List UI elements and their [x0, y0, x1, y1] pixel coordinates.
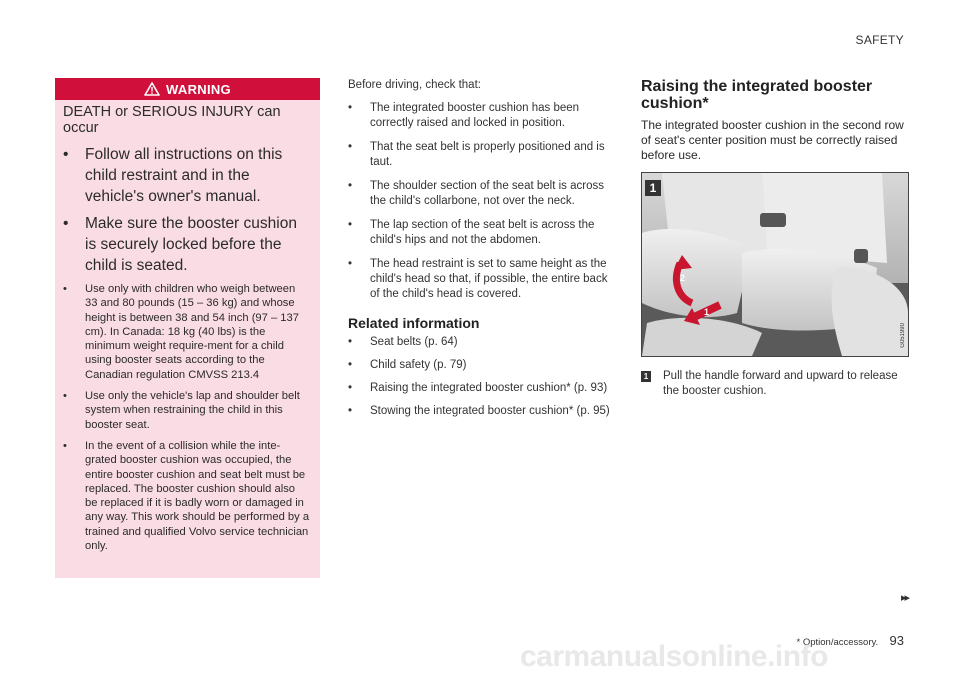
warning-title: WARNING: [166, 81, 231, 97]
check-intro: Before driving, check that:: [348, 79, 481, 91]
figure-caption: [641, 369, 911, 399]
warning-box: [55, 78, 320, 578]
related-link[interactable]: • Child safety (p. 79): [348, 359, 467, 371]
option-note: * Option/accessory.: [796, 637, 879, 648]
check-item: • The integrated booster cushion has been correctly raised and locked in position.: [348, 102, 580, 129]
next-page-arrows-icon[interactable]: ▸▸: [900, 592, 908, 604]
arrow-label-2: 2: [680, 273, 686, 283]
warning-title-bar: [55, 78, 320, 100]
related-link[interactable]: • Stowing the integrated booster cushion* (p. 95): [348, 405, 610, 417]
check-item: • The lap section of the seat belt is across the child's hips and not the abdomen.: [348, 219, 595, 246]
caption-number: 1: [641, 371, 651, 382]
warning-minor-item: • In the event of a collision while the inte-grated booster cushion was occupied, the entire booster cushion and seat belt must be replaced. The booster cushion should also be replaced if it is badly worn or damaged in any way. This work should be performed by a trained and qualified Volvo service technician only.: [63, 439, 310, 553]
check-item: • The shoulder section of the seat belt is across the child's collarbone, not over the neck.: [348, 180, 604, 207]
middle-column: [348, 78, 616, 427]
related-link[interactable]: • Raising the integrated booster cushion* (p. 93): [348, 382, 608, 394]
section-header: SAFETY: [855, 33, 904, 47]
check-item: • The head restraint is set to same height as the child's head so that, if possible, the entire back of the child's head is covered.: [348, 258, 608, 300]
booster-cushion-illustration: [641, 172, 909, 357]
figure-code: G051990: [900, 323, 906, 348]
watermark-text: carmanualsonline.info: [520, 640, 828, 673]
right-column: [641, 78, 911, 163]
warning-minor-item: • Use only the vehicle's lap and shoulder belt system when restraining the child in this booster seat.: [63, 390, 300, 431]
arrow-label-1: 1: [704, 307, 710, 317]
section-intro: The integrated booster cushion in the second row of seat's center position must be correctly raised before use.: [641, 118, 904, 162]
warning-major-item: • Follow all instructions on this child restraint and in the vehicle's owner's manual.: [63, 146, 283, 205]
check-item: • That the seat belt is properly positioned and is taut.: [348, 141, 605, 168]
warning-triangle-icon: [144, 82, 160, 96]
warning-major-item: • Make sure the booster cushion is securely locked before the child is seated.: [63, 215, 297, 274]
warning-lead: DEATH or SERIOUS INJURY can occur: [63, 104, 281, 136]
warning-minor-item: • Use only with children who weigh between 33 and 80 pounds (15 – 36 kg) and whose height is between 38 and 54 inch (97 – 137 cm). In Canada: 18 kg (40 lbs) is the minimum weight require-ment for a child using booster seats according to the Canadian regulation CMVSS 213.4: [63, 283, 299, 381]
related-info-title: Related information: [348, 315, 480, 331]
figure-label: 1: [649, 181, 657, 195]
section-heading: Raising the integrated booster cushion*: [641, 78, 873, 112]
related-link[interactable]: • Seat belts (p. 64): [348, 336, 458, 348]
page-number: 93: [889, 633, 904, 648]
caption-text: Pull the handle forward and upward to release the booster cushion.: [663, 370, 898, 397]
